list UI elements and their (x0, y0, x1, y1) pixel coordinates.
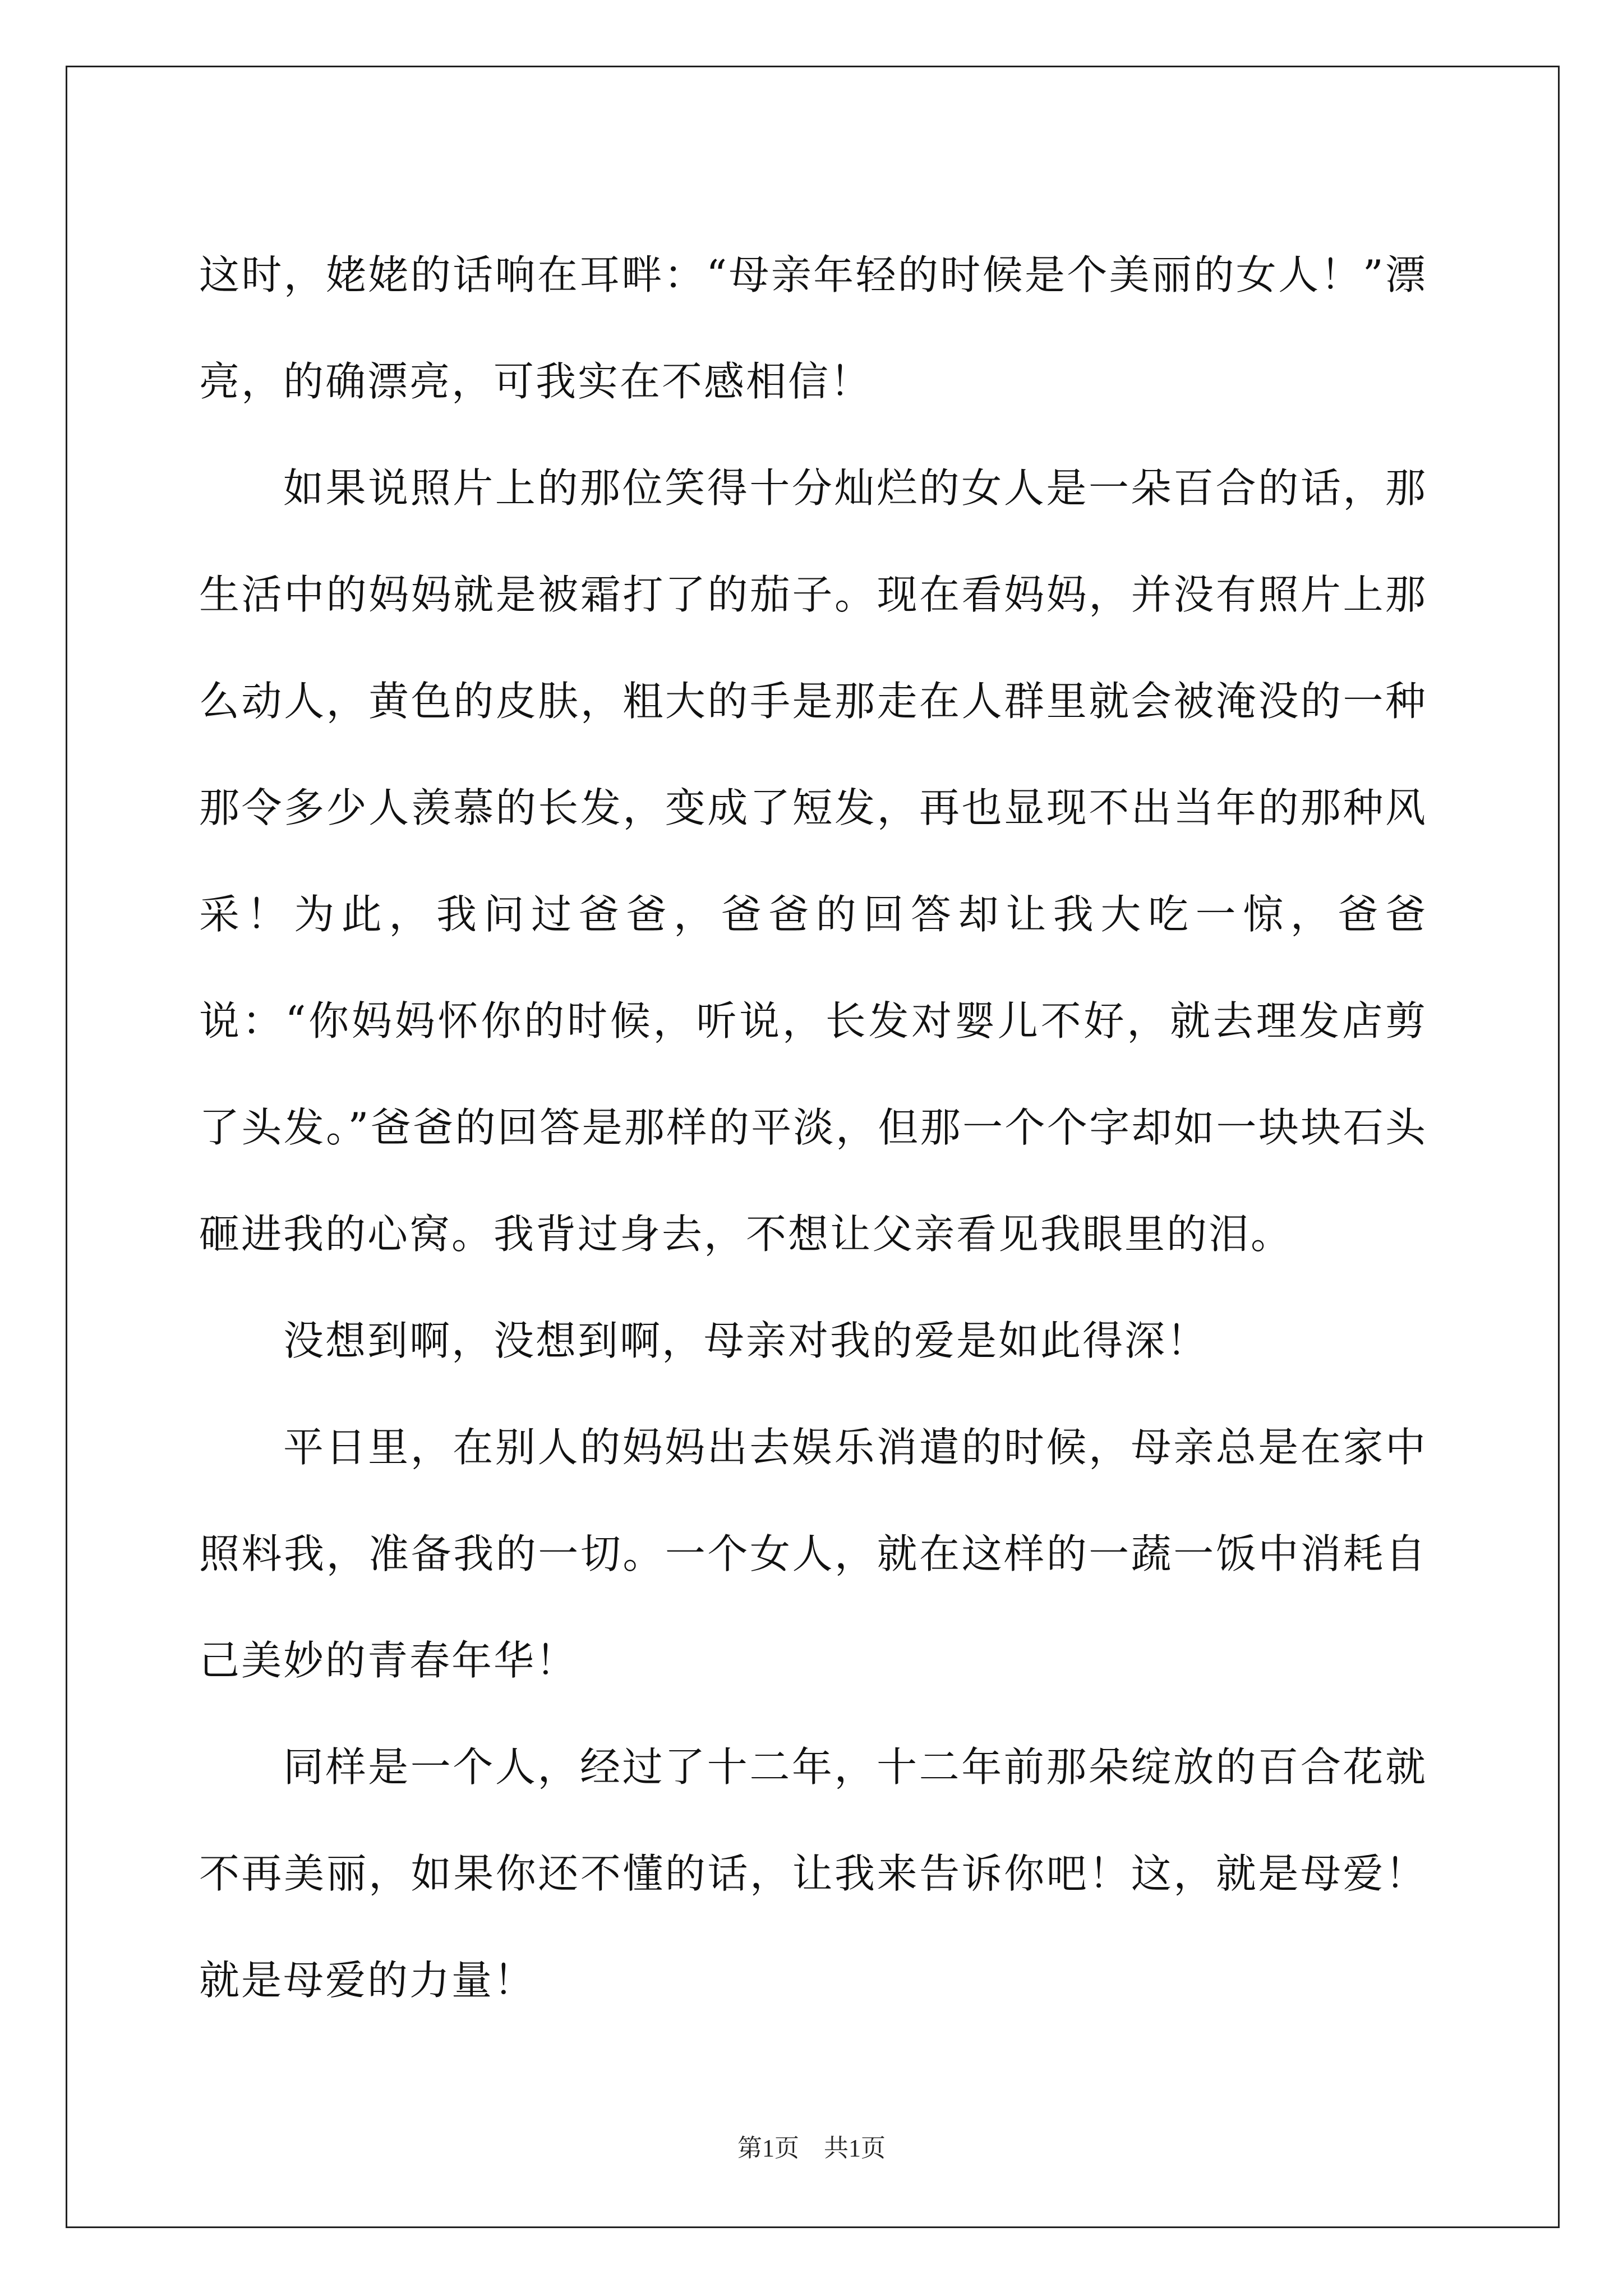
paragraph-2: 如果说照片上的那位笑得十分灿烂的女人是一朵百合的话，那生活中的妈妈就是被霜打了的茄子。现在看妈妈，并没有照片上那么动人，黄色的皮肤，粗大的手是那走在人群里就会被淹没的一种那令多少人羡慕的长发，变成了短发，再也显现不出当年的那种风采！为此，我问过爸爸，爸爸的回答却让我大吃一惊，爸爸说：“你妈妈怀你的时候，听说，长发对婴儿不好，就去理发店剪了头发。”爸爸的回答是那样的平淡，但那一个个字却如一块块石头砸进我的心窝。我背过身去，不想让父亲看见我眼里的泪。 (199, 464, 1427, 1258)
page-number-footer: 第1页 共1页 (737, 2134, 886, 2162)
paragraph-1: 这时，姥姥的话响在耳畔：“母亲年轻的时候是个美丽的女人！”漂亮，的确漂亮，可我实在不感相信！ (199, 251, 1427, 405)
paragraph-4: 平日里，在别人的妈妈出去娱乐消遣的时候，母亲总是在家中照料我，准备我的一切。一个女人，就在这样的一蔬一饭中消耗自己美妙的青春年华！ (199, 1424, 1427, 1684)
paragraph-3: 没想到啊，没想到啊，母亲对我的爱是如此得深！ (283, 1317, 1209, 1364)
document-body (199, 222, 1427, 2033)
paragraph-5: 同样是一个人，经过了十二年，十二年前那朵绽放的百合花就不再美丽，如果你还不懂的话，让我来告诉你吧！这，就是母爱！就是母爱的力量！ (199, 1743, 1427, 2004)
